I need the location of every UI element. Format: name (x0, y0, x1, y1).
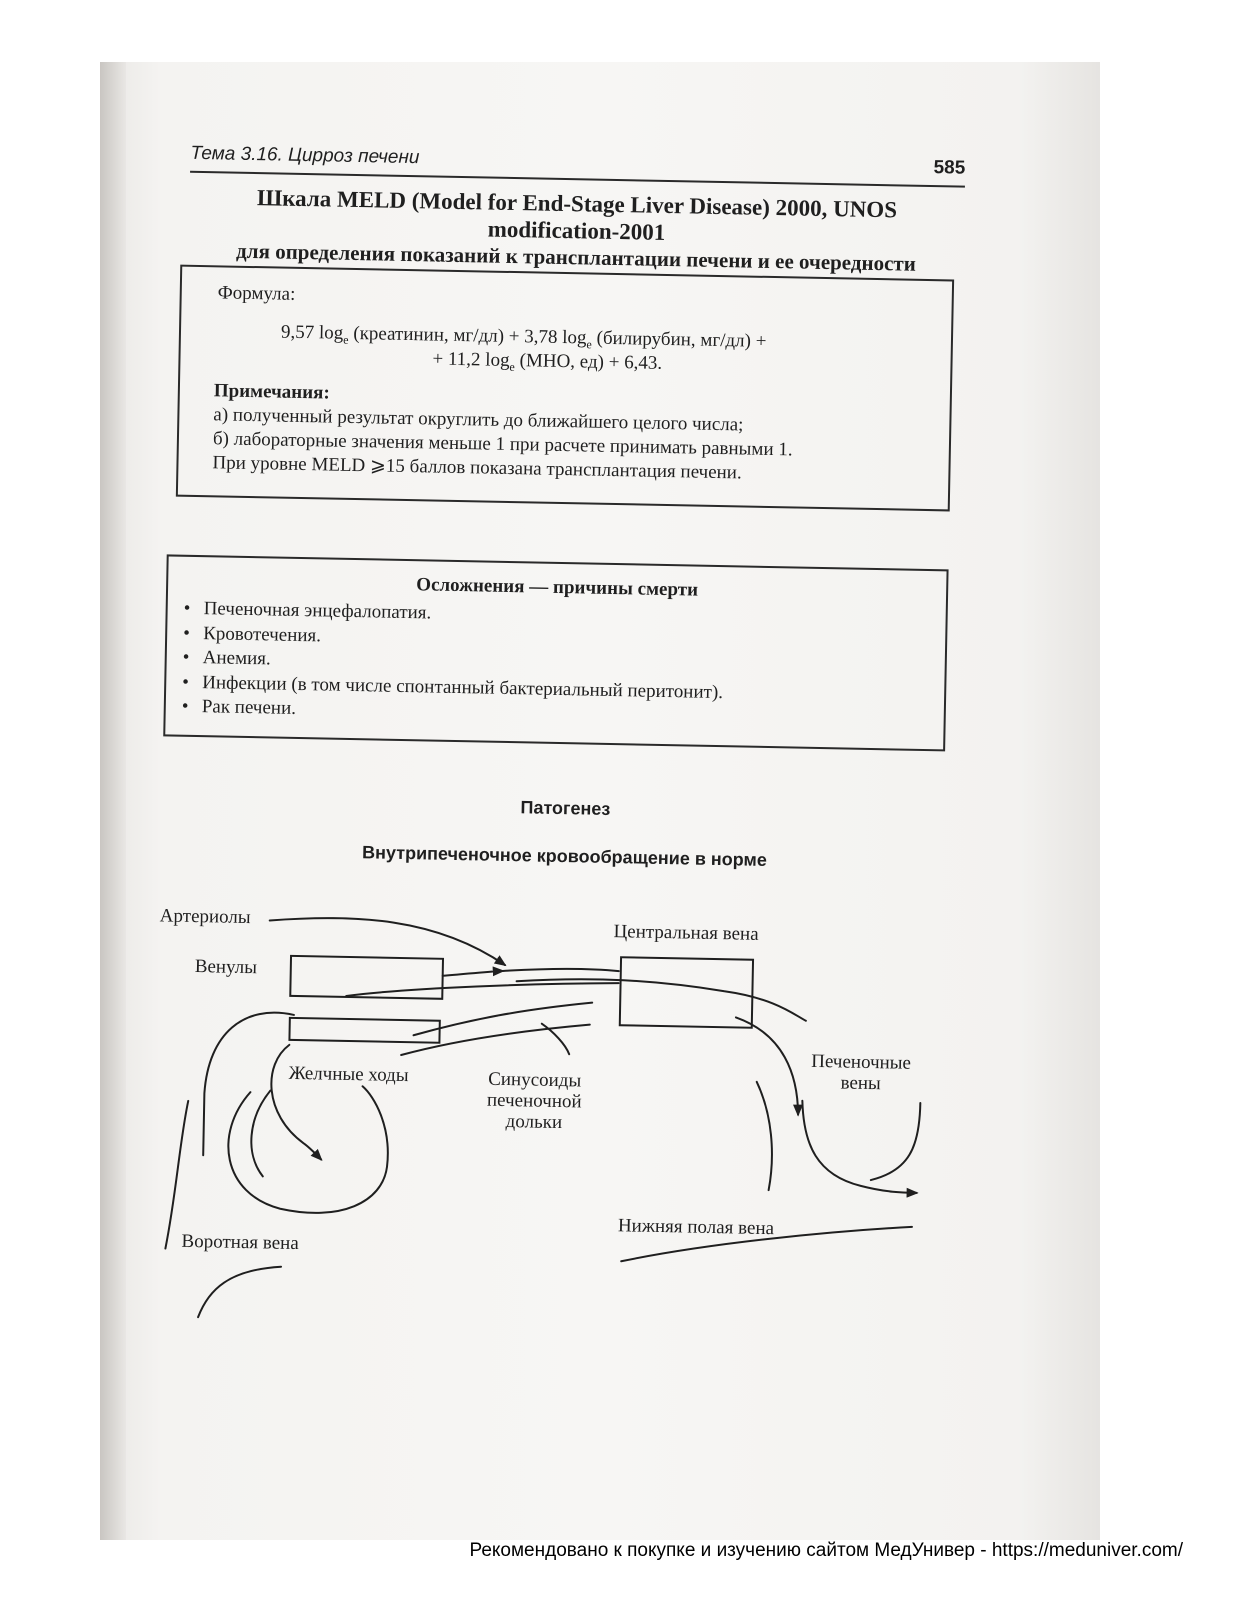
complications-heading: Осложнения — причины смерти (416, 574, 699, 601)
label-sinusoids-line: печеночной (486, 1089, 582, 1113)
portal-vein-line (165, 1101, 188, 1249)
portal-loop-line (251, 1090, 271, 1176)
label-sinusoids-line: дольки (505, 1111, 563, 1134)
list-item: • Печеночная энцефалопатия. (181, 597, 724, 632)
flow-line (414, 999, 593, 1038)
formula-term: (креатинин, мг/дл) + 3,78 log (348, 322, 587, 349)
hepatic-vein-line (871, 1102, 920, 1181)
diagram-title: Внутрипеченочное кровообращение в норме (361, 842, 768, 870)
label-ivc: Нижняя полая вена (617, 1215, 775, 1240)
note-item: б) лабораторные значения меньше 1 при расчете принимать равными 1. (212, 428, 793, 461)
label-sinusoids (478, 1069, 591, 1134)
log-base: e (343, 332, 349, 347)
formula-label: Формула: (217, 282, 296, 305)
label-venules: Венулы (194, 956, 258, 979)
meld-title-line-1: Шкала MELD (Model for End-Stage Liver Disease) 2000, UNOS modification-2001 (256, 185, 898, 245)
notes (212, 379, 914, 488)
label-hepatic-veins-line: Печеночные (811, 1050, 912, 1074)
list-item: • Инфекции (в том числе спонтанный бактериальный перитонит). (180, 670, 723, 705)
label-portal-vein: Воротная вена (181, 1230, 299, 1255)
flow-line (401, 1021, 590, 1059)
formula-box (176, 265, 954, 512)
formula-term: (МНО, ед) + 6,43. (514, 350, 663, 374)
bile-ducts-box (289, 1018, 439, 1043)
log-base: e (509, 359, 515, 374)
complications-list (180, 597, 725, 730)
page-number: 585 (933, 157, 966, 179)
note-item: а) полученный результат округлить до ближайшего целого числа; (213, 404, 744, 436)
running-title: Тема 3.16. Цирроз печени (190, 142, 420, 169)
note-item: При уровне MELD ⩾15 баллов показана трансплантация печени. (212, 452, 742, 484)
pathogenesis-heading: Патогенез (520, 797, 611, 819)
list-item: • Рак печени. (180, 695, 723, 730)
running-header (190, 131, 966, 188)
central-vein-arrow (734, 1017, 800, 1114)
portal-loop-line (227, 1084, 389, 1215)
list-item: • Анемия. (181, 646, 724, 681)
portal-vein-line (198, 1265, 281, 1319)
notes-heading: Примечания: (213, 380, 330, 404)
footer-recommendation: Рекомендовано к покупке и изучению сайтом МедУнивер - https://meduniver.com/ (469, 1540, 1183, 1561)
portal-branch-line (203, 1011, 294, 1157)
formula-term: (билирубин, мг/дл) + (591, 327, 767, 352)
hepatic-vein-line (755, 1082, 774, 1190)
venule-arrow (443, 970, 503, 977)
venules-box (290, 956, 443, 999)
formula-line-2 (432, 347, 662, 381)
meld-title (188, 183, 964, 279)
label-sinusoids-line: Синусоиды (487, 1068, 582, 1092)
label-hepatic-veins (799, 1051, 924, 1095)
flow-line (346, 978, 618, 1001)
central-vein-box (620, 957, 753, 1028)
formula-term: + 11,2 log (432, 348, 510, 371)
hepatic-vein-arrow (801, 1101, 919, 1193)
bile-flow-arrow (270, 1045, 323, 1160)
list-item: • Кровотечения. (181, 621, 724, 656)
formula-term: 9,57 log (280, 321, 344, 344)
flow-line (541, 1024, 570, 1055)
complications-box (163, 554, 948, 751)
label-arterioles: Артериолы (159, 905, 251, 929)
arteriole-arrow (269, 917, 506, 965)
label-central-vein: Центральная вена (613, 921, 759, 945)
flow-line (503, 968, 619, 974)
label-bile-ducts: Желчные ходы (288, 1062, 409, 1087)
label-hepatic-veins-line: вены (840, 1072, 882, 1095)
central-vein-line (516, 978, 807, 1021)
meld-title-line-2: для определения показаний к трансплантации печени и ее очередности (235, 238, 917, 276)
log-base: e (586, 337, 592, 352)
